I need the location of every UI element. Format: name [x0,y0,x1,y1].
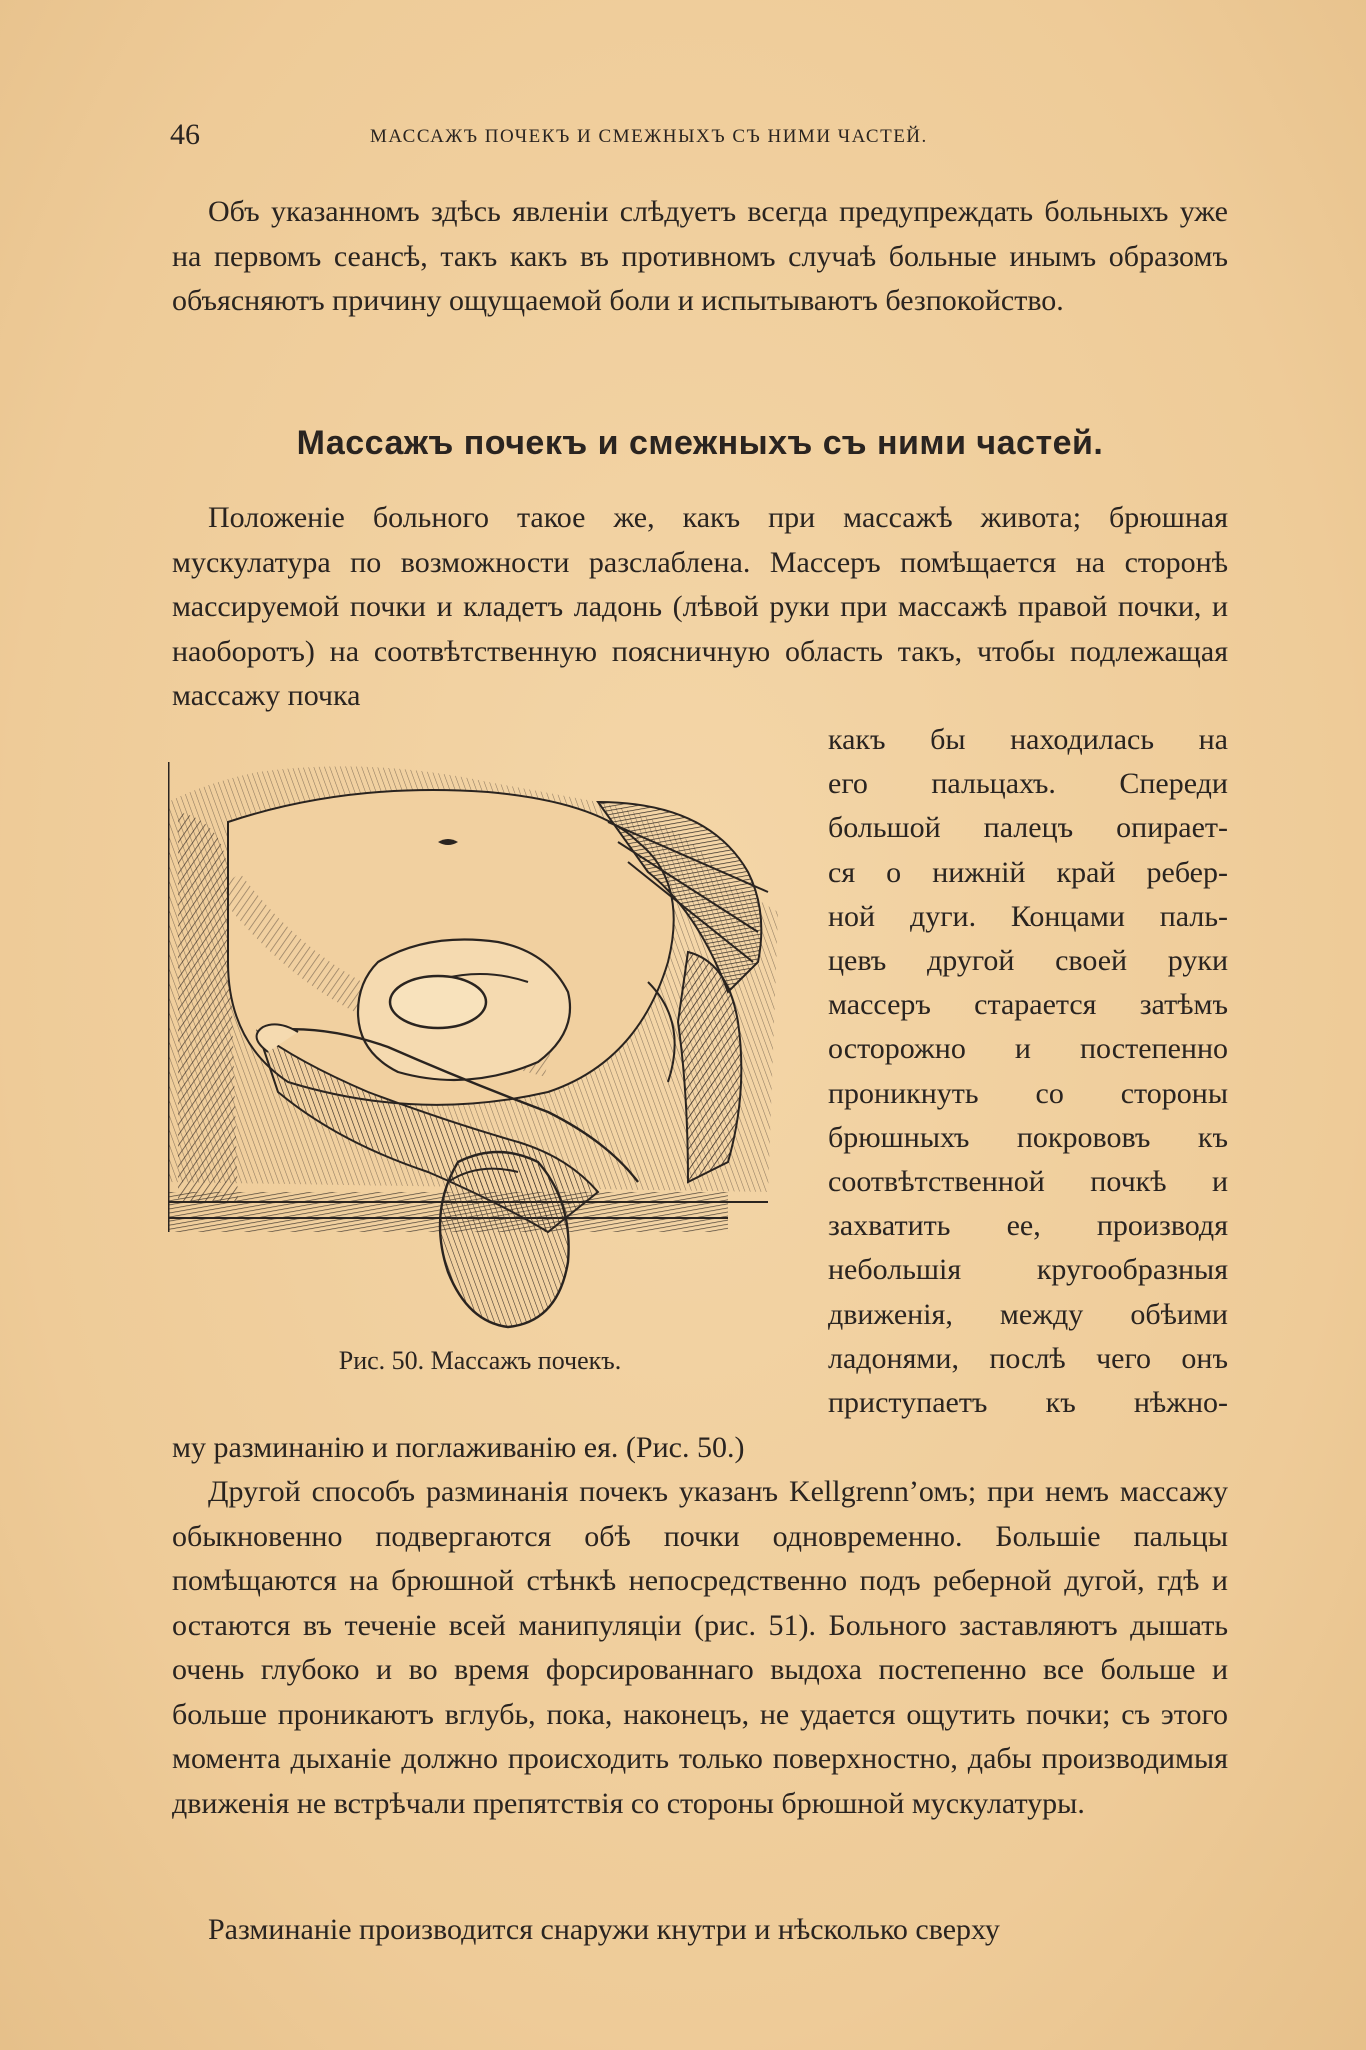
para1-end: му разминанiю и поглаживанiю ея. (Рис. 50.) [172,1431,745,1464]
side-text-line: захватить ее, производя [828,1209,1228,1243]
side-text-line: цевъ другой своей руки [828,944,1228,978]
running-title: МАССАЖЪ ПОЧЕКЪ И СМЕЖНЫХЪ СЪ НИМИ ЧАСТЕЙ. [370,126,928,147]
running-head [170,118,1230,158]
page-number: 46 [170,118,200,151]
para3: Разминанiе производится снаружи кнутри и нѣсколько сверху [208,1913,1000,1946]
side-text-line: проникнуть со стороны [828,1076,1228,1110]
intro-block [172,190,1228,324]
side-text-line: брюшныхъ покрововъ къ [828,1120,1228,1154]
side-text-line: осторожно и постепенно [828,1032,1228,1066]
side-text-line: ся о нижнiй край ребер- [828,855,1228,889]
section-heading: Массажъ почекъ и смежныхъ съ ними частей. [296,424,1104,462]
side-text-line: небольшiя кругообразныя [828,1253,1228,1287]
para1-top-block [172,496,1228,719]
figure-caption: Рис. 50. Массажъ почекъ. [338,1346,622,1375]
para1-top: Положенiе больного такое же, какъ при массажѣ живота; брюшная мускулатура по возможности разслаблена. Массеръ помѣщается на сторонѣ массируемой почки и кладетъ ладонь (лѣвой руки при массажѣ правой почки, и наоборотъ) на соотвѣтственную поясничную область такъ, чтобы подлежащая массажу почка [172,501,1228,712]
para1-side-column [828,718,1228,1425]
side-text-line: приступаетъ къ нѣжно- [828,1386,1228,1420]
para1-end-block [172,1426,1228,1471]
side-text-line: какъ бы находилась на [828,723,1228,756]
side-text-line: движенiя, между обѣими [828,1297,1228,1331]
intro-paragraph: Объ указанномъ здѣсь явленiи слѣдуетъ всегда предупреждать больныхъ уже на первомъ сеансѣ, такъ какъ въ противномъ случаѣ больные инымъ образомъ объясняютъ причину ощущаемой боли и испытываютъ безпокойство. [172,195,1228,317]
para3-block [172,1908,1228,1953]
side-text-line: ладонями, послѣ чего онъ [828,1341,1228,1375]
para2-block [172,1470,1228,1826]
side-text-line: соотвѣтственной почкѣ и [828,1165,1228,1199]
side-text-line: ной дуги. Концами паль- [828,899,1228,933]
para2: Другой способъ разминанiя почекъ указанъ Kellgrenn’омъ; при немъ массажу обыкновенно подвергаются обѣ почки одновременно. Большiе пальцы помѣщаются на брюшной стѣнкѣ непосредственно подъ реберной дугой, гдѣ и остаются въ теченiе всей манипуляцiи (рис. 51). Больного заставляютъ дышать очень глубоко и во время форсированнаго выдоха постепенно все больше и больше проникаютъ вглубь, пока, наконецъ, не удается ощутить почки; съ этого момента дыханiе должно происходить только поверхностно, дабы производимыя движенiя не встрѣчали препятствiя со стороны брюшной мускулатуры. [172,1475,1228,1820]
side-text-line: большой палецъ опирает- [828,811,1228,845]
engraving-kidney-massage-hands-icon [168,762,792,1332]
side-text-line: массеръ старается затѣмъ [828,988,1228,1022]
figure-50 [168,762,792,1332]
side-text-line: его пальцахъ. Спереди [828,767,1228,801]
